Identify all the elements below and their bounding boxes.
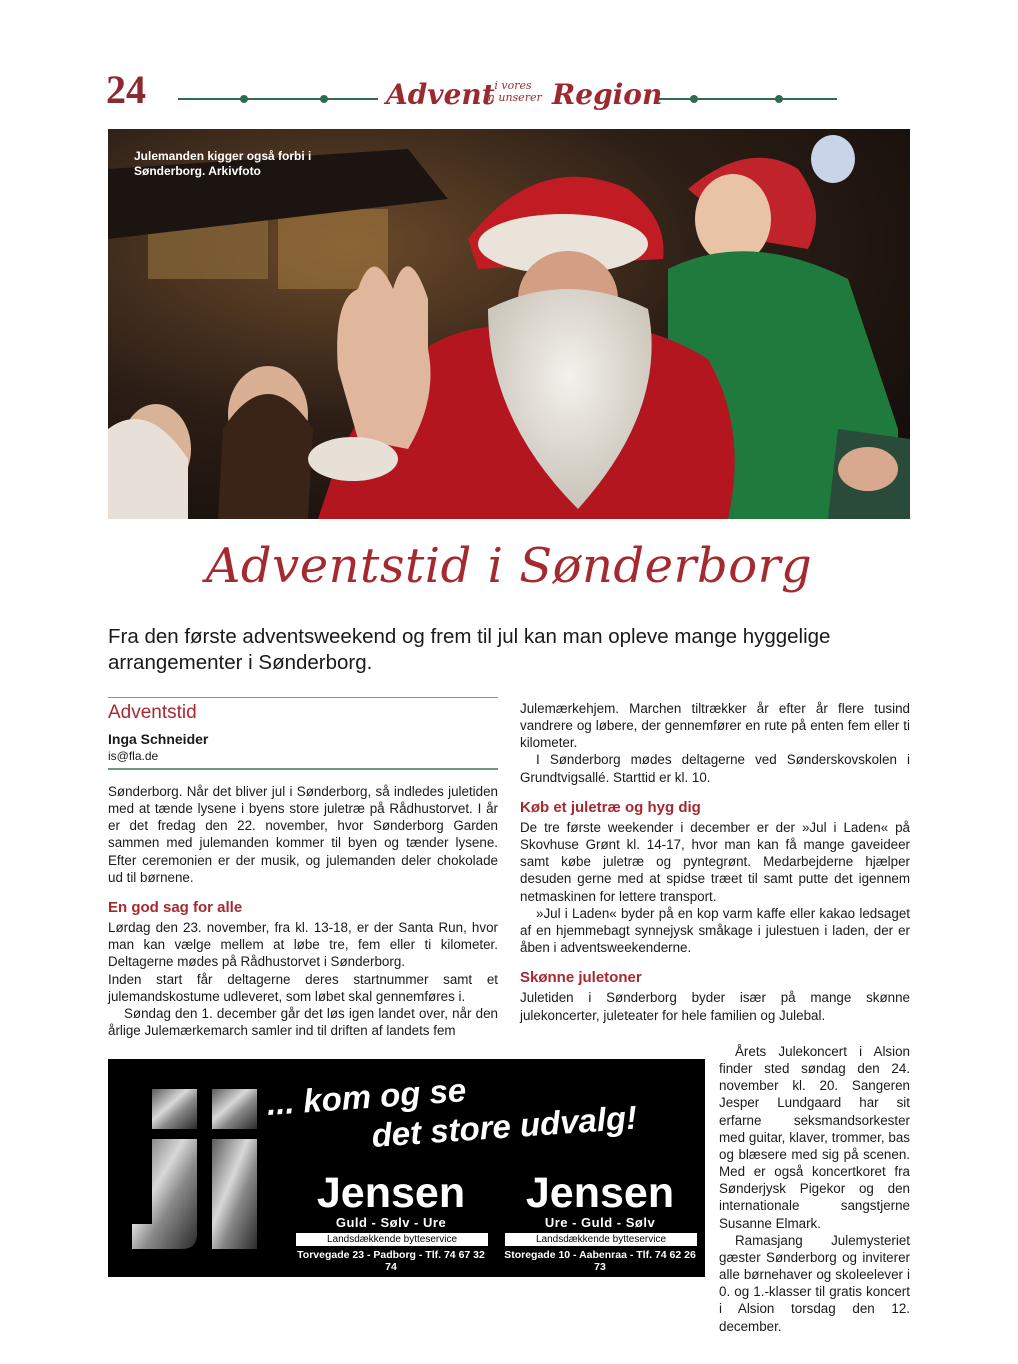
subheading: Skønne juletoner	[520, 969, 642, 987]
subheading: Køb et juletræ og hyg dig	[520, 798, 701, 816]
header-rule-right	[655, 98, 837, 100]
byline-box	[108, 697, 498, 770]
article-photo	[108, 129, 910, 519]
photo-caption: Julemanden kigger også forbi i Sønderborg. Arkivfoto	[134, 149, 312, 178]
masthead-sub-danish: i vores	[494, 79, 532, 92]
store-1-name: Jensen	[316, 1169, 466, 1217]
paragraph: I Sønderborg mødes deltagerne ved Sønderskovskolen i Grundtvigsallé. Starttid er kl. 10.	[520, 752, 910, 785]
article-column-right	[520, 700, 910, 1024]
masthead-subtitle	[478, 80, 548, 103]
masthead-region: Region	[552, 78, 663, 111]
ornament-dot-icon	[775, 95, 783, 103]
paragraph: Årets Julekoncert i Alsion finder sted søndag den 24. november kl. 20. Sangeren Jesper Lundgaard har sit erfarne seksmandsorkester med guitar, klaver, trommer, bas og blæsere med sig på scenen. Med er også koncertkoret fra Sønderjysk Pigekor og den internationale sangstjerne Susanne Elmark.	[719, 1044, 910, 1231]
masthead-sub-german: in unserer	[484, 90, 542, 104]
paragraph: Søndag den 1. december går det løs igen landet over, når den årlige Julemærkemarch samler ind til driften af landets fem	[108, 1005, 498, 1039]
store-2-service: Landsdækkende bytteservice	[505, 1233, 697, 1246]
article-headline: Adventstid i Sønderborg	[205, 538, 813, 594]
ad-slogan-line-1: ... kom og se	[265, 1071, 468, 1123]
article-column-left	[108, 783, 498, 1039]
masthead-advent: Advent	[386, 78, 495, 111]
santa-photo-illustration	[108, 129, 910, 519]
store-1-address[interactable]: Torvegade 23 - Padborg - Tlf. 74 67 32 74	[297, 1249, 485, 1273]
store-2-address[interactable]: Storegade 10 - Aabenraa - Tlf. 74 62 26 73	[504, 1249, 696, 1273]
ornament-dot-icon	[690, 95, 698, 103]
store-2-tagline: Ure - Guld - Sølv	[544, 1215, 656, 1230]
paragraph: Julemærkehjem. Marchen tiltrækker år efter år flere tusind vandrere og løbere, der gennemfører en rute på enten fem eller ti kilometer.	[520, 701, 910, 751]
masthead	[380, 72, 663, 122]
article-lead: Fra den første adventsweekend og frem til jul kan man opleve mange hyggelige arrangementer i Sønderborg.	[108, 625, 831, 674]
author-name: Inga Schneider	[108, 731, 209, 747]
page-number: 24	[106, 67, 146, 112]
paragraph: Sønderborg. Når det bliver jul i Sønderborg, så indledes juletiden med at tænde lysene i byens store juletræ på Rådhustorvet. I år er det fredag den 22. november, hvor Sønderborg Garden sammen med julemanden kommer til byen og tænder lysene. Efter ceremonien er der musik, og julemanden deler chokolade ud til børnene.	[108, 784, 498, 885]
paragraph: De tre første weekender i december er der »Jul i Laden« på Skovhuse Grønt kl. 14-17, hvor man kan få mange gaveideer samt købe juletræ og pyntegrønt. Medarbejderne hjælper desuden gerne med at spidse træet til samt putte det igennem netmaskinen for lettere transport.	[520, 819, 910, 904]
ornament-dot-icon	[320, 95, 328, 103]
store-2-name: Jensen	[525, 1169, 675, 1217]
store-1-service: Landsdækkende bytteservice	[296, 1233, 488, 1246]
header-rule-left	[178, 98, 378, 100]
store-1-tagline: Guld - Sølv - Ure	[335, 1215, 447, 1230]
ornament-dot-icon	[240, 95, 248, 103]
author-email[interactable]: is@fla.de	[108, 749, 159, 763]
article-column-wrap	[719, 1043, 910, 1335]
section-label: Adventstid	[108, 702, 197, 723]
subheading: En god sag for alle	[108, 898, 243, 916]
paragraph: Inden start får deltagerne deres startnummer samt et julemandskostume udleveret, som løbet skal gennemføres i.	[108, 971, 498, 1004]
jensen-logo-icon	[122, 1084, 282, 1254]
paragraph: »Jul i Laden« byder på en kop varm kaffe eller kakao ledsaget af en hjemmebagt synnejysk småkage i julestuen i laden, der er åben i adventsweekenderne.	[520, 905, 910, 956]
jensen-advertisement[interactable]	[108, 1059, 705, 1277]
paragraph: Ramasjang Julemysteriet gæster Sønderborg og inviterer alle børnehaver og skoleelever i 0. og 1.-klasser til gratis koncert i Alsion torsdag den 12. december.	[719, 1232, 910, 1334]
ad-slogan-line-2: det store udvalg!	[370, 1098, 639, 1155]
paragraph: Lørdag den 23. november, fra kl. 13-18, er der Santa Run, hvor man kan vælge mellem at løbe tre, fem eller ti kilometer. Deltagerne mødes på Rådhustorvet i Sønderborg.	[108, 920, 498, 970]
paragraph: Juletiden i Sønderborg byder især på mange skønne julekoncerter, juleteater for hele familien og Julebal.	[520, 990, 910, 1023]
